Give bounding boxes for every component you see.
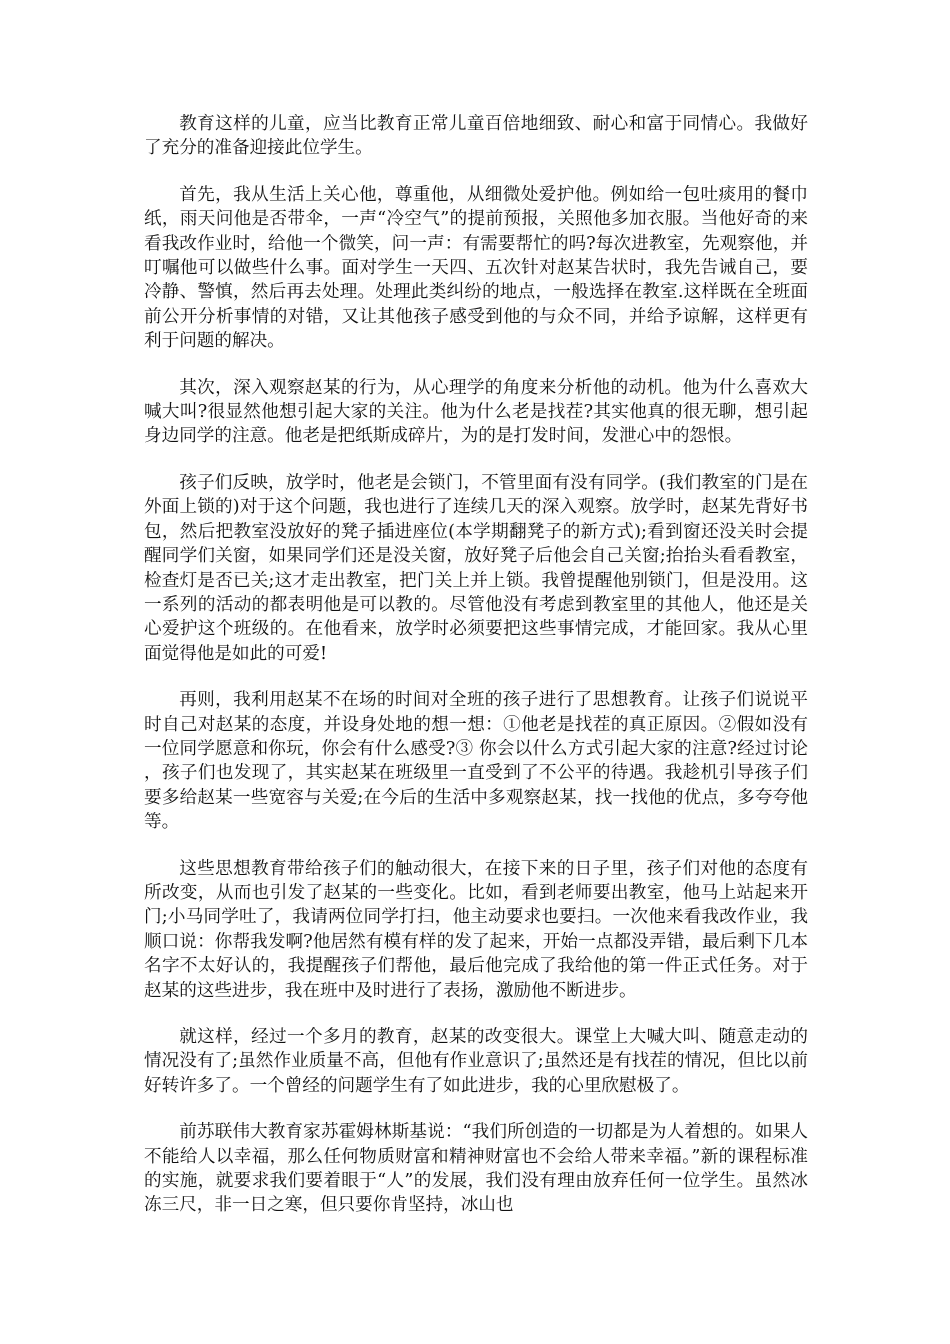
paragraph-second-observe: 其次，深入观察赵某的行为，从心理学的角度来分析他的动机。他为什么喜欢大喊大叫?很显然他想引起大家的关注。他为什么老是找茬?其实他真的很无聊，想引起身边同学的注意。他老是把纸斯成碎片，为的是打发时间，发泄心中的怨恨。 [144,377,808,447]
paragraph-changes: 这些思想教育带给孩子们的触动很大，在接下来的日子里，孩子们对他的态度有所改变，从而也引发了赵某的一些变化。比如，看到老师要出教室，他马上站起来开门;小马同学吐了，我请两位同学打扫，他主动要求也要扫。一次他来看我改作业，我顺口说：你帮我发啊?他居然有模有样的发了起来，开始一点都没弄错，最后剩下几本名字不太好认的，我提醒孩子们帮他，最后他完成了我给他的第一件正式任务。对于赵某的这些进步，我在班中及时进行了表扬，激励他不断进步。 [144,858,808,1001]
paragraph-lock-door: 孩子们反映，放学时，他老是会锁门，不管里面有没有同学。(我们教室的门是在外面上锁的)对于这个问题，我也进行了连续几天的深入观察。放学时，赵某先背好书包，然后把教室没放好的凳子插进座位(本学期翻凳子的新方式);看到窗还没关时会提醒同学们关窗，如果同学们还是没关窗，放好凳子后他会自己关窗;抬抬头看看教室，检查灯是否已关;这才走出教室，把门关上并上锁。我曾提醒他别锁门，但是没用。这一系列的活动的都表明他是可以教的。尽管他没有考虑到教室里的其他人，他还是关心爱护这个班级的。在他看来，放学时必须要把这些事情完成，才能回家。我从心里面觉得他是如此的可爱! [144,472,808,664]
document-body [144,112,808,1240]
paragraph-quote: 前苏联伟大教育家苏霍姆林斯基说：“我们所创造的一切都是为人着想的。如果人不能给人以幸福，那么任何物质财富和精神财富也不会给人带来幸福。”新的课程标准的实施，就要求我们要着眼于“人”的发展，我们没有理由放弃任何一位学生。虽然冰冻三尺，非一日之寒，但只要你肯坚持，冰山也 [144,1122,808,1216]
paragraph-intro: 教育这样的儿童，应当比教育正常儿童百倍地细致、耐心和富于同情心。我做好了充分的准备迎接此位学生。 [144,114,808,159]
paragraph-progress: 就这样，经过一个多月的教育，赵某的改变很大。课堂上大喊大叫、随意走动的情况没有了;虽然作业质量不高，但他有作业意识了;虽然还是有找茬的情况，但比以前好转许多了。一个曾经的问题学生有了如此进步，我的心里欣慰极了。 [144,1027,808,1096]
paragraph-class-education: 再则，我利用赵某不在场的时间对全班的孩子进行了思想教育。让孩子们说说平时自己对赵某的态度，并设身处地的想一想：①他老是找茬的真正原因。②假如没有一位同学愿意和你玩，你会有什么感受?③ 你会以什么方式引起大家的注意?经过讨论，孩子们也发现了，其实赵某在班级里一直受到了不公平的待遇。我趁机引导孩子们要多给赵某一些宽容与关爱;在今后的生活中多观察赵某，找一找他的优点，多夸夸他等。 [144,690,808,833]
paragraph-first-care: 首先，我从生活上关心他，尊重他，从细微处爱护他。例如给一包吐痰用的餐巾纸，雨天问他是否带伞，一声“冷空气”的提前预报，关照他多加衣服。当他好奇的来看我改作业时，给他一个微笑，问一声：有需要帮忙的吗?每次进教室，先观察他，并叮嘱他可以做些什么事。面对学生一天四、五次针对赵某告状时，我先告诫自己，要冷静、警慎，然后再去处理。处理此类纠纷的地点，一般选择在教室.这样既在全班面前公开分析事情的对错，又让其他孩子感受到他的与众不同，并给予谅解，这样更有利于问题的解决。 [144,184,808,352]
